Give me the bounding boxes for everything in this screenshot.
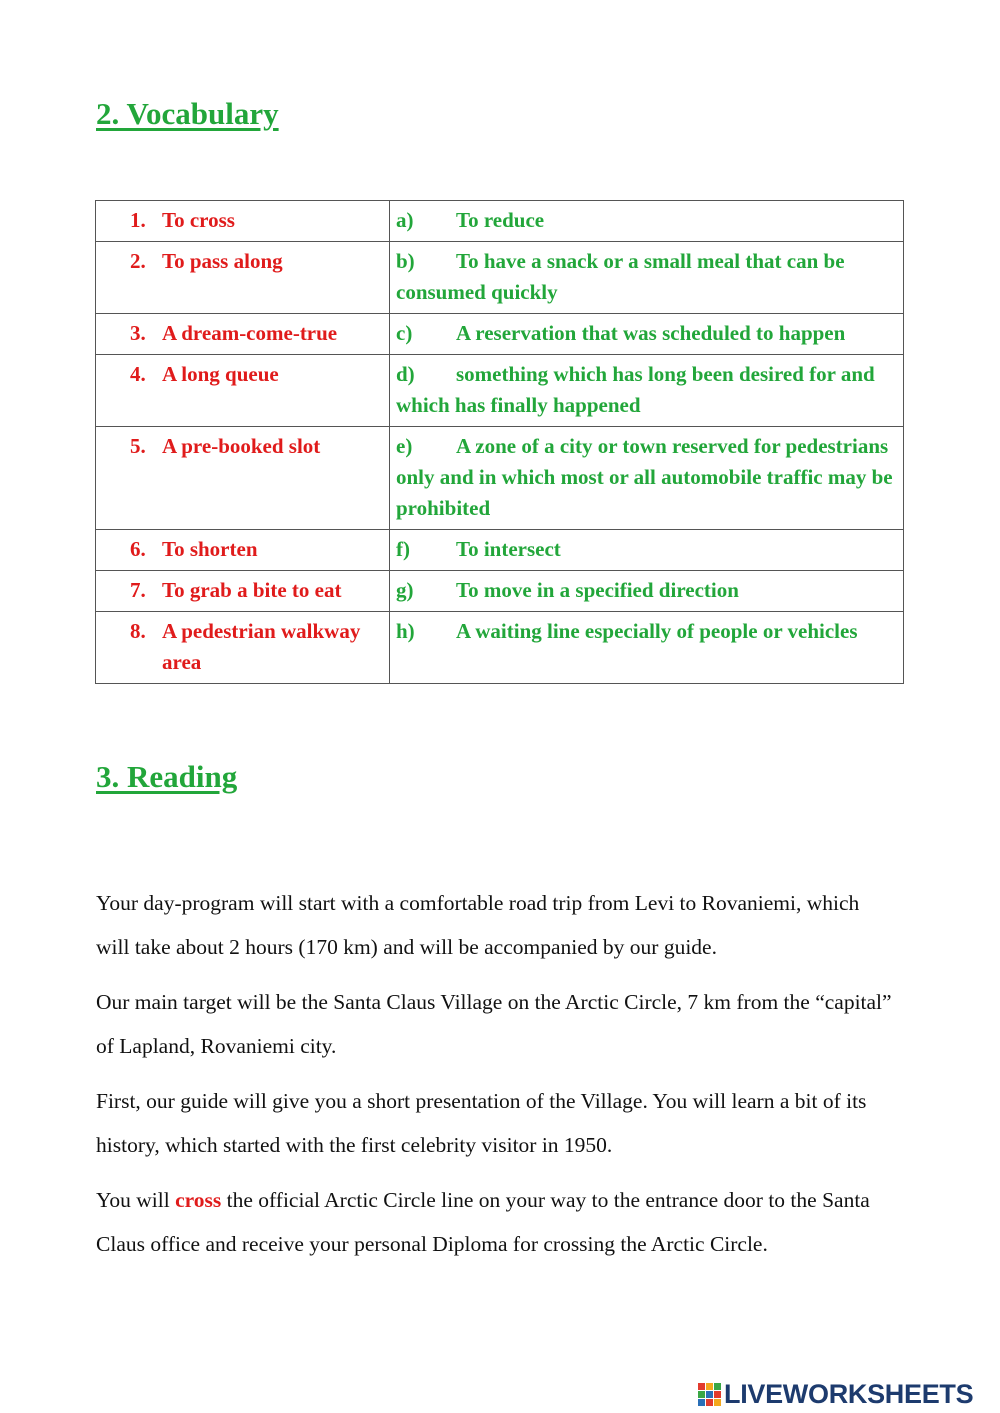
term-cell [96,571,390,612]
definition-cell [390,314,904,355]
definition-letter: f) [396,537,410,561]
vocabulary-row [96,612,904,684]
definition-letter: c) [396,321,413,345]
term-number: 8. [130,619,146,643]
term-cell [96,427,390,530]
reading-paragraph: First, our guide will give you a short presentation of the Village. You will learn a bit of its history, which started with the first celebrity visitor in 1950. [96,1089,867,1157]
definition-cell [390,571,904,612]
paragraph-text: the official Arctic Circle line on your way to the entrance door to the Santa Claus office and receive your personal Diploma for crossing the Arctic Circle. [96,1188,870,1256]
term-cell [96,242,390,314]
vocabulary-table [95,200,904,684]
term-text: To pass along [162,249,283,273]
definition-letter: h) [396,619,415,643]
definition-cell [390,242,904,314]
definition-letter: e) [396,434,413,458]
vocabulary-row [96,571,904,612]
reading-paragraph: Our main target will be the Santa Claus Village on the Arctic Circle, 7 km from the “capital” of Lapland, Rovaniemi city. [96,990,892,1058]
term-number: 4. [130,362,146,386]
definition-letter: d) [396,362,415,386]
term-number: 6. [130,537,146,561]
definition-letter: b) [396,249,415,273]
definition-text: To reduce [456,208,545,232]
term-cell [96,355,390,427]
highlighted-word: cross [175,1188,222,1212]
term-number: 3. [130,321,146,345]
term-cell [96,530,390,571]
definition-cell [390,355,904,427]
term-text: To grab a bite to eat [162,578,342,602]
definition-text: To move in a specified direction [456,578,739,602]
term-text: A pre-booked slot [162,434,321,458]
definition-cell [390,427,904,530]
vocabulary-heading: 2. Vocabulary [96,96,279,131]
vocabulary-row [96,427,904,530]
vocabulary-row [96,530,904,571]
term-cell [96,201,390,242]
definition-cell [390,612,904,684]
term-number: 5. [130,434,146,458]
reading-paragraph [96,1178,896,1266]
term-text: A long queue [162,362,279,386]
liveworksheets-logo-icon [698,1383,721,1406]
reading-heading: 3. Reading [96,759,238,794]
vocabulary-row [96,355,904,427]
term-cell [96,612,390,684]
vocabulary-row [96,314,904,355]
term-cell [96,314,390,355]
reading-paragraph: Your day-program will start with a comfortable road trip from Levi to Rovaniemi, which will take about 2 hours (170 km) and will be accompanied by our guide. [96,891,860,959]
term-number: 7. [130,578,146,602]
definition-text: A reservation that was scheduled to happen [456,321,846,345]
vocabulary-row [96,201,904,242]
definition-cell [390,201,904,242]
definition-text: To have a snack or a small meal that can be consumed quickly [396,249,845,304]
reading-text [96,881,896,1277]
term-text: To cross [162,208,235,232]
term-number: 2. [130,249,146,273]
definition-text: something which has long been desired for and which has finally happened [396,362,875,417]
vocabulary-row [96,242,904,314]
liveworksheets-logo[interactable] [698,1379,973,1409]
definition-letter: a) [396,208,414,232]
definition-letter: g) [396,578,414,602]
term-number: 1. [130,208,146,232]
term-text: A pedestrian walkway area [162,619,361,674]
definition-text: To intersect [456,537,561,561]
definition-text: A zone of a city or town reserved for pedestrians only and in which most or all automobile traffic may be prohibited [396,434,893,520]
term-text: A dream-come-true [162,321,338,345]
definition-cell [390,530,904,571]
paragraph-text: You will [96,1188,176,1212]
logo-text: LIVEWORKSHEETS [724,1378,974,1409]
definition-text: A waiting line especially of people or vehicles [456,619,858,643]
term-text: To shorten [162,537,258,561]
